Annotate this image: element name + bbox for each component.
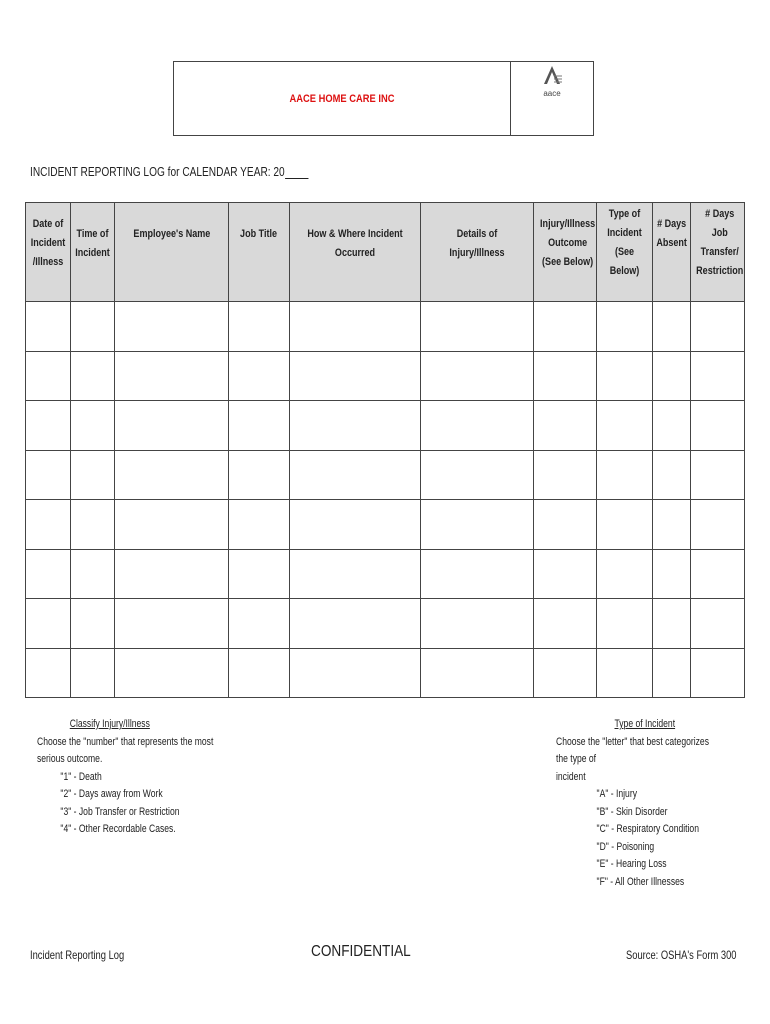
type-item: "F" - All Other Illnesses (596, 875, 685, 888)
table-cell[interactable] (26, 450, 71, 500)
table-cell[interactable] (290, 599, 421, 649)
column-header-label: Type of Incident (See Below) (607, 208, 642, 277)
table-cell[interactable] (229, 401, 290, 451)
table-row (26, 351, 745, 401)
table-cell[interactable] (534, 500, 597, 550)
table-cell[interactable] (115, 401, 229, 451)
column-header (653, 203, 691, 302)
table-cell[interactable] (115, 648, 229, 698)
classify-item: "2" - Days away from Work (60, 788, 163, 800)
table-cell[interactable] (421, 450, 534, 500)
type-item: "B" - Skin Disorder (596, 805, 668, 818)
column-header-label: Injury/Illness Outcome (See Below) (540, 218, 596, 268)
header-box (173, 61, 594, 136)
table-cell[interactable] (290, 401, 421, 451)
incident-log-table (25, 202, 745, 698)
table-cell[interactable] (691, 648, 745, 698)
table-cell[interactable] (290, 450, 421, 500)
table-cell[interactable] (421, 302, 534, 352)
table-cell[interactable] (26, 599, 71, 649)
type-legend (556, 716, 723, 891)
company-name: AACE HOME CARE INC (289, 92, 395, 105)
table-row (26, 648, 745, 698)
table-cell[interactable] (229, 500, 290, 550)
table-cell[interactable] (691, 549, 745, 599)
table-cell[interactable] (290, 351, 421, 401)
table-cell[interactable] (115, 549, 229, 599)
table-cell[interactable] (71, 648, 115, 698)
log-body (26, 302, 745, 698)
column-header (290, 203, 421, 302)
table-cell[interactable] (653, 500, 691, 550)
table-cell[interactable] (597, 401, 653, 451)
table-cell[interactable] (421, 599, 534, 649)
table-cell[interactable] (653, 450, 691, 500)
type-title: Type of Incident (614, 718, 676, 730)
classify-instruction: Choose the "number" that represents the most (37, 735, 214, 748)
table-cell[interactable] (597, 549, 653, 599)
table-cell[interactable] (421, 648, 534, 698)
table-cell[interactable] (534, 648, 597, 698)
table-cell[interactable] (534, 302, 597, 352)
log-title (30, 164, 308, 179)
table-row (26, 302, 745, 352)
table-cell[interactable] (534, 450, 597, 500)
table-cell[interactable] (534, 549, 597, 599)
table-cell[interactable] (26, 351, 71, 401)
table-cell[interactable] (421, 401, 534, 451)
table-cell[interactable] (26, 549, 71, 599)
table-cell[interactable] (229, 549, 290, 599)
type-item: "D" - Poisoning (596, 840, 655, 853)
table-cell[interactable] (653, 599, 691, 649)
table-cell[interactable] (421, 351, 534, 401)
table-cell[interactable] (71, 302, 115, 352)
header-row (26, 203, 745, 302)
table-cell[interactable] (290, 648, 421, 698)
column-header-label: Date of Incident /Illness (30, 218, 66, 268)
classify-instruction: serious outcome. (37, 753, 103, 765)
table-cell[interactable] (229, 599, 290, 649)
logo-text: aace (543, 89, 561, 98)
type-item: "C" - Respiratory Condition (596, 823, 699, 835)
column-header-label: Time of Incident (75, 228, 110, 259)
table-cell[interactable] (534, 401, 597, 451)
table-row (26, 450, 745, 500)
column-header-label: # Days Job Transfer/ Restriction (696, 208, 744, 277)
table-cell[interactable] (421, 549, 534, 599)
column-header-label: Details of Injury/Illness (449, 228, 505, 259)
column-header (691, 203, 745, 302)
table-cell[interactable] (653, 549, 691, 599)
table-cell[interactable] (653, 401, 691, 451)
log-title-text: INCIDENT REPORTING LOG for CALENDAR YEAR: 20 (30, 164, 285, 179)
table-cell[interactable] (115, 599, 229, 649)
table-cell[interactable] (115, 500, 229, 550)
table-cell[interactable] (653, 648, 691, 698)
footer-source: Source: OSHA's Form 300 (626, 948, 737, 962)
table-cell[interactable] (691, 500, 745, 550)
footer-confidential: CONFIDENTIAL (311, 943, 411, 960)
table-cell[interactable] (229, 648, 290, 698)
column-header (597, 203, 653, 302)
table-cell[interactable] (229, 351, 290, 401)
table-cell[interactable] (691, 599, 745, 649)
table-cell[interactable] (691, 302, 745, 352)
table-cell[interactable] (115, 302, 229, 352)
table-cell[interactable] (597, 351, 653, 401)
column-header (71, 203, 115, 302)
column-header-label: Employee's Name (133, 228, 210, 240)
table-cell[interactable] (26, 401, 71, 451)
column-header (421, 203, 534, 302)
column-header-label: # Days Absent (656, 218, 687, 249)
table-cell[interactable] (597, 302, 653, 352)
table-cell[interactable] (534, 599, 597, 649)
column-header (534, 203, 597, 302)
table-cell[interactable] (115, 351, 229, 401)
column-header (115, 203, 229, 302)
column-header (229, 203, 290, 302)
column-header-label: Job Title (240, 228, 278, 240)
table-cell[interactable] (71, 500, 115, 550)
type-item: "A" - Injury (596, 788, 637, 800)
table-cell[interactable] (421, 500, 534, 550)
table-cell[interactable] (229, 302, 290, 352)
table-cell[interactable] (691, 351, 745, 401)
table-cell[interactable] (26, 302, 71, 352)
table-cell[interactable] (229, 450, 290, 500)
table-cell[interactable] (691, 450, 745, 500)
table-cell[interactable] (597, 648, 653, 698)
footer-left: Incident Reporting Log (30, 948, 125, 962)
classify-item: "4" - Other Recordable Cases. (60, 823, 176, 835)
table-cell[interactable] (597, 599, 653, 649)
type-instruction: Choose the "letter" that best categorizes the type of (556, 735, 710, 765)
year-blank[interactable] (285, 166, 308, 179)
table-cell[interactable] (115, 450, 229, 500)
table-row (26, 401, 745, 451)
table-cell[interactable] (653, 351, 691, 401)
table-cell[interactable] (71, 549, 115, 599)
table-row (26, 549, 745, 599)
classify-item: "3" - Job Transfer or Restriction (60, 805, 180, 818)
classify-item: "1" - Death (60, 770, 102, 783)
table-cell[interactable] (71, 450, 115, 500)
column-header (26, 203, 71, 302)
table-cell[interactable] (71, 401, 115, 451)
table-cell[interactable] (26, 648, 71, 698)
type-item: "E" - Hearing Loss (596, 858, 667, 870)
table-cell[interactable] (290, 500, 421, 550)
table-cell[interactable] (653, 302, 691, 352)
table-cell[interactable] (26, 500, 71, 550)
table-cell[interactable] (290, 549, 421, 599)
classify-legend (37, 716, 213, 839)
table-row (26, 599, 745, 649)
table-cell[interactable] (691, 401, 745, 451)
table-cell[interactable] (534, 351, 597, 401)
table-cell[interactable] (597, 500, 653, 550)
header-divider (510, 62, 511, 135)
table-cell[interactable] (597, 450, 653, 500)
table-row (26, 500, 745, 550)
column-header-label: How & Where Incident Occurred (307, 228, 403, 259)
table-cell[interactable] (71, 351, 115, 401)
table-cell[interactable] (290, 302, 421, 352)
type-instruction: incident (556, 770, 586, 783)
classify-title: Classify Injury/Illness (69, 718, 150, 730)
table-cell[interactable] (71, 599, 115, 649)
